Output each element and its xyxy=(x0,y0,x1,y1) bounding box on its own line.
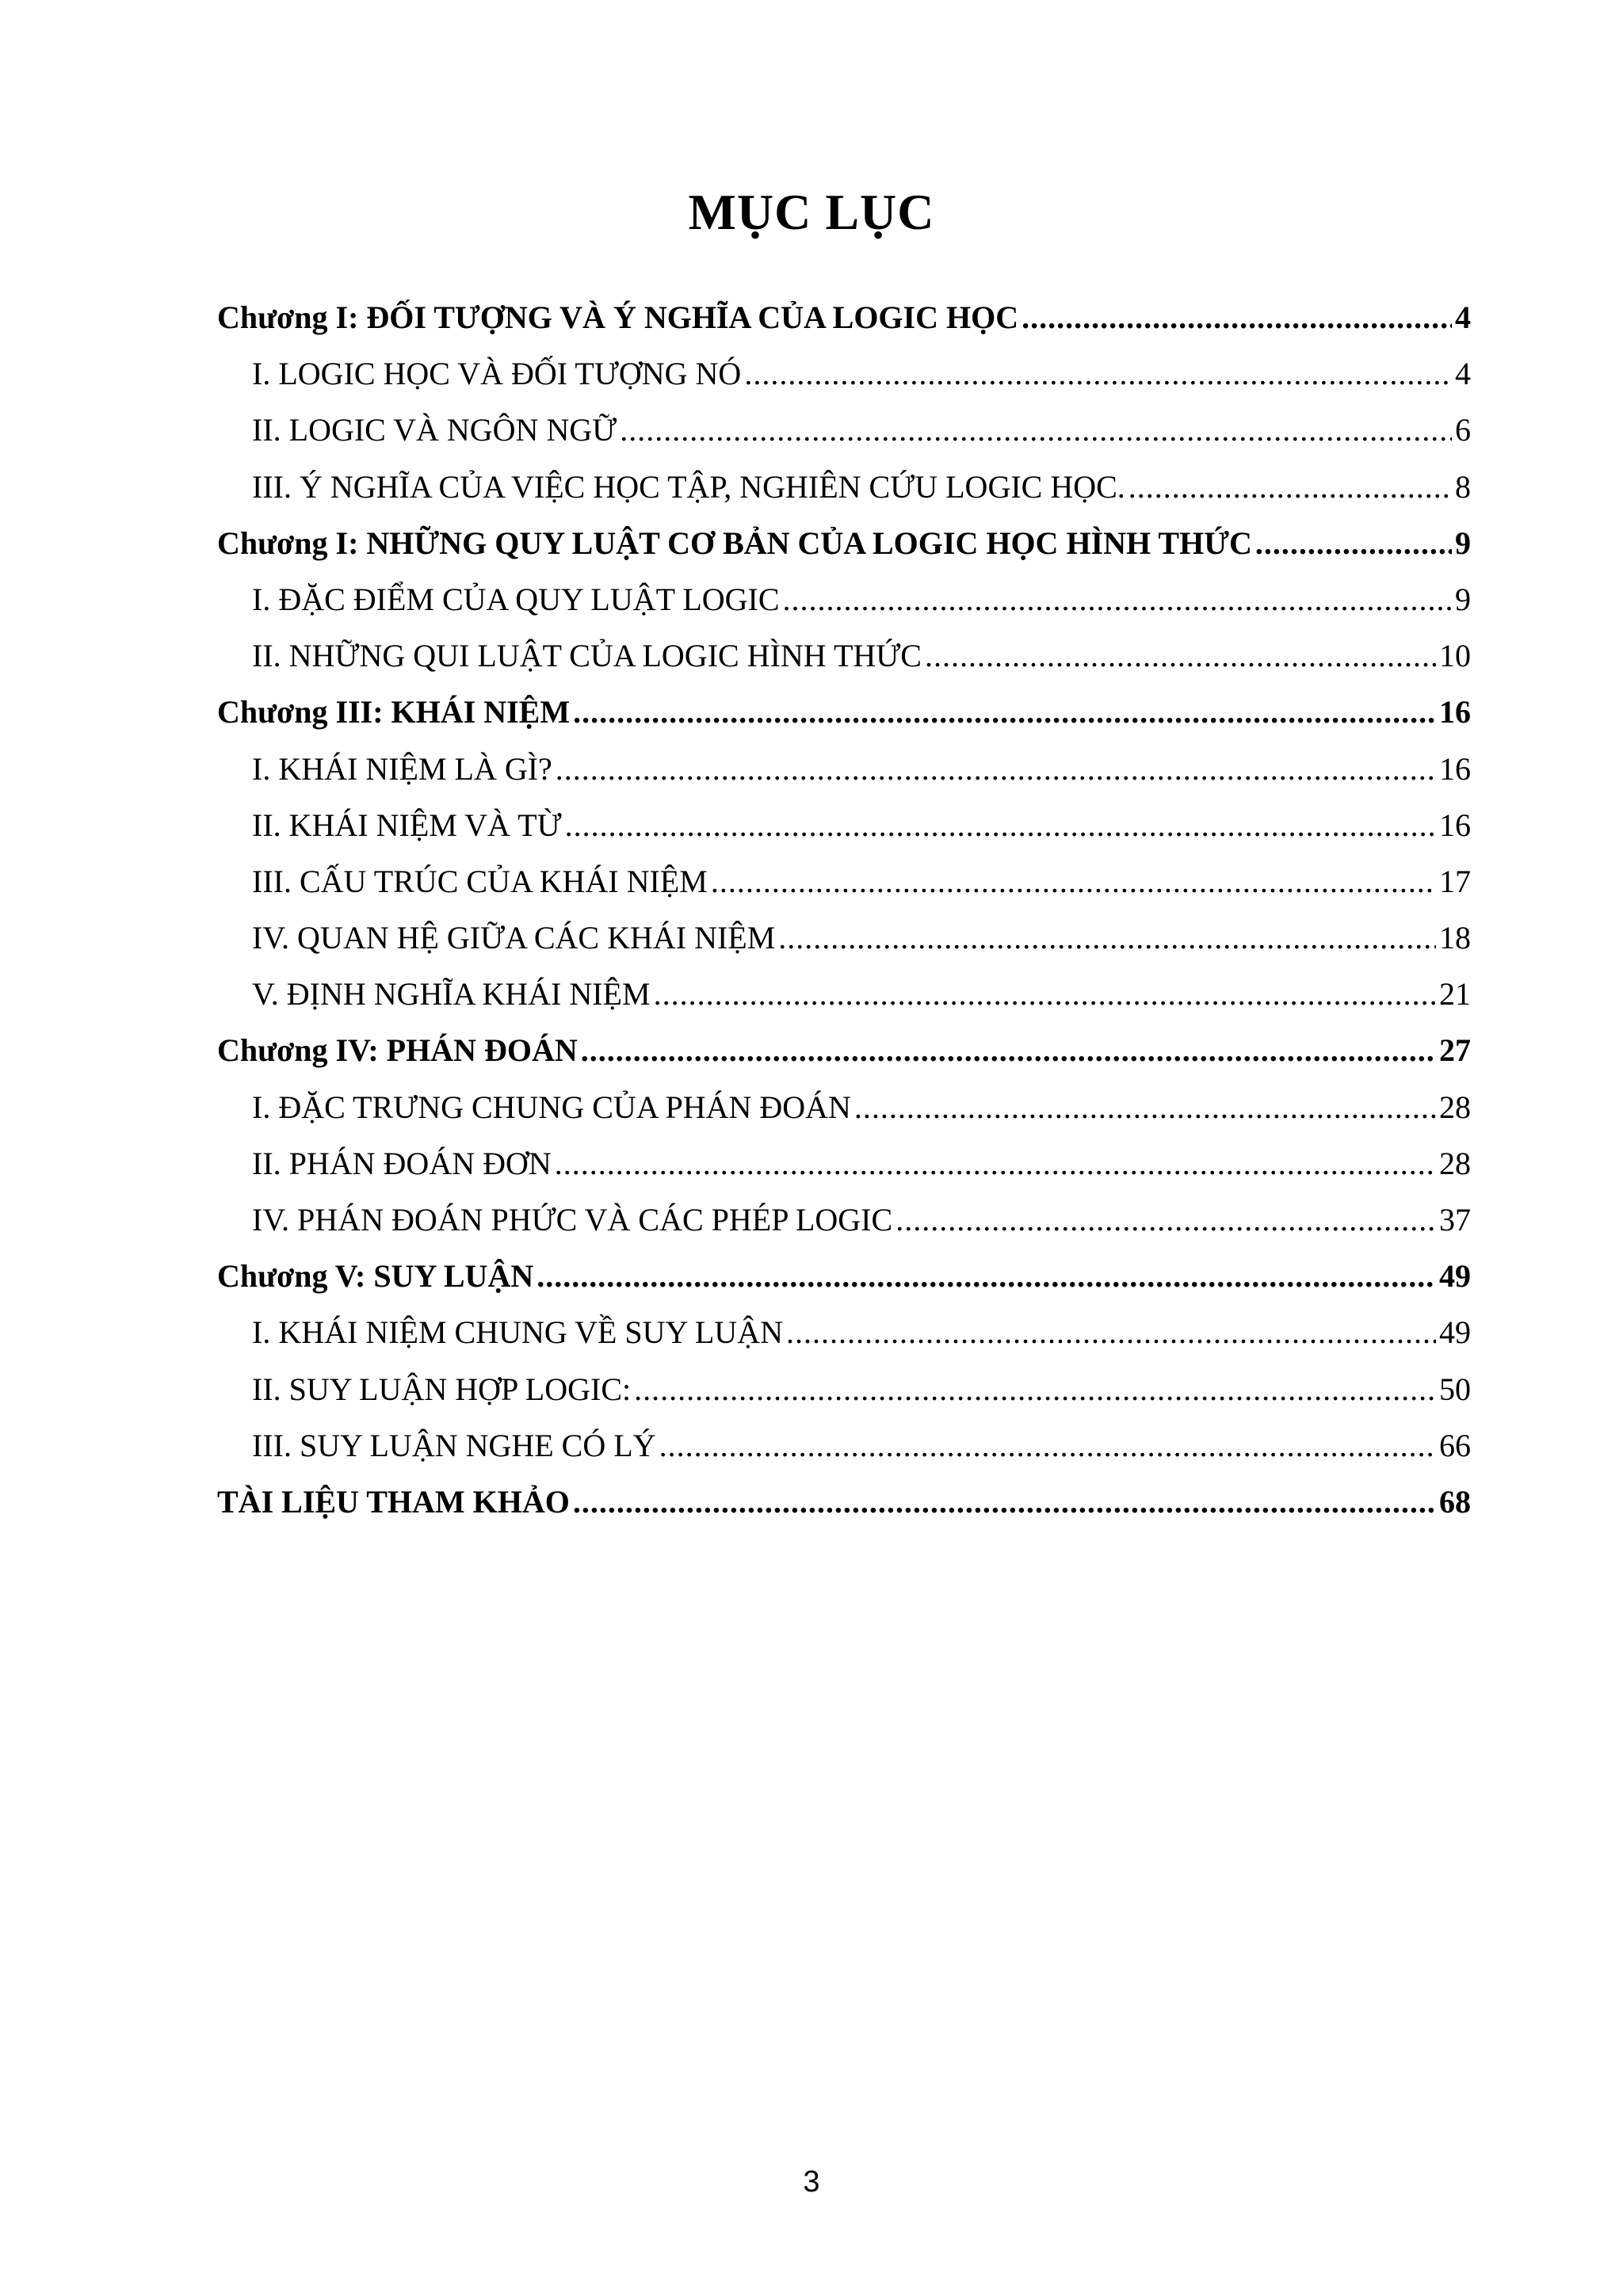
toc-entry-page: 27 xyxy=(1439,1032,1471,1069)
toc-entry-page: 4 xyxy=(1455,356,1471,392)
toc-section-entry[interactable] xyxy=(217,910,1471,966)
toc-entry-page: 10 xyxy=(1439,638,1471,674)
toc-dot-leader xyxy=(1255,515,1452,571)
toc-entry-title: Chương IV: PHÁN ĐOÁN xyxy=(217,1032,578,1069)
toc-entry-title: I. KHÁI NIỆM CHUNG VỀ SUY LUẬN xyxy=(252,1314,783,1351)
toc-section-entry[interactable] xyxy=(217,571,1471,627)
toc-dot-leader xyxy=(896,1192,1436,1248)
toc-dot-leader xyxy=(634,1361,1436,1417)
toc-entry-page: 66 xyxy=(1439,1427,1471,1463)
toc-dot-leader xyxy=(854,1079,1436,1135)
toc-entry-title: Chương V: SUY LUẬN xyxy=(217,1258,534,1295)
toc-entry-title: II. LOGIC VÀ NGÔN NGỮ xyxy=(252,412,617,448)
toc-entry-page: 50 xyxy=(1439,1371,1471,1407)
toc-dot-leader xyxy=(581,1022,1436,1078)
toc-dot-leader xyxy=(573,1474,1436,1530)
table-of-contents xyxy=(217,289,1471,1530)
toc-section-entry[interactable] xyxy=(217,1192,1471,1248)
toc-entry-title: TÀI LIỆU THAM KHẢO xyxy=(217,1483,570,1520)
toc-section-entry[interactable] xyxy=(217,853,1471,910)
toc-section-entry[interactable] xyxy=(217,1135,1471,1192)
toc-entry-title: I. LOGIC HỌC VÀ ĐỐI TƯỢNG NÓ xyxy=(252,356,742,392)
toc-entry-page: 28 xyxy=(1439,1145,1471,1181)
toc-entry-title: III. Ý NGHĨA CỦA VIỆC HỌC TẬP, NGHIÊN CỨU LOGIC HỌC. xyxy=(252,468,1125,505)
toc-entry-page: 18 xyxy=(1439,920,1471,956)
toc-section-entry[interactable] xyxy=(217,1361,1471,1417)
toc-dot-leader xyxy=(556,741,1436,797)
toc-dot-leader xyxy=(555,1135,1436,1192)
toc-entry-page: 9 xyxy=(1455,524,1471,561)
toc-entry-title: III. SUY LUẬN NGHE CÓ LÝ xyxy=(252,1427,656,1463)
toc-section-entry[interactable] xyxy=(217,1304,1471,1360)
toc-entry-title: IV. PHÁN ĐOÁN PHỨC VÀ CÁC PHÉP LOGIC xyxy=(252,1202,893,1238)
toc-entry-title: II. SUY LUẬN HỢP LOGIC: xyxy=(252,1371,632,1407)
toc-entry-title: I. ĐẶC TRƯNG CHUNG CỦA PHÁN ĐOÁN xyxy=(252,1089,851,1125)
toc-entry-title: II. NHỮNG QUI LUẬT CỦA LOGIC HÌNH THỨC xyxy=(252,638,922,674)
toc-section-entry[interactable] xyxy=(217,627,1471,684)
page-number: 3 xyxy=(803,2165,820,2199)
toc-dot-leader xyxy=(565,797,1436,853)
toc-entry-page: 28 xyxy=(1439,1089,1471,1125)
toc-chapter-entry[interactable] xyxy=(217,289,1471,345)
toc-section-entry[interactable] xyxy=(217,741,1471,797)
toc-entry-page: 6 xyxy=(1455,412,1471,448)
toc-entry-title: Chương III: KHÁI NIỆM xyxy=(217,694,571,730)
toc-dot-leader xyxy=(659,1417,1436,1474)
toc-section-entry[interactable] xyxy=(217,966,1471,1022)
toc-entry-page: 16 xyxy=(1439,694,1471,730)
toc-entry-page: 9 xyxy=(1455,581,1471,617)
toc-entry-title: IV. QUAN HỆ GIỮA CÁC KHÁI NIỆM xyxy=(252,920,776,956)
toc-entry-title: V. ĐỊNH NGHĨA KHÁI NIỆM xyxy=(252,976,651,1013)
toc-chapter-entry[interactable] xyxy=(217,684,1471,740)
toc-dot-leader xyxy=(778,910,1436,966)
toc-section-entry[interactable] xyxy=(217,797,1471,853)
toc-entry-page: 21 xyxy=(1439,976,1471,1013)
toc-entry-page: 49 xyxy=(1439,1258,1471,1295)
toc-entry-title: I. KHÁI NIỆM LÀ GÌ? xyxy=(252,750,552,787)
toc-entry-title: I. ĐẶC ĐIỂM CỦA QUY LUẬT LOGIC xyxy=(252,581,780,617)
toc-section-entry[interactable] xyxy=(217,402,1471,458)
toc-section-entry[interactable] xyxy=(217,459,1471,515)
toc-dot-leader xyxy=(1128,459,1452,515)
toc-entry-page: 68 xyxy=(1439,1483,1471,1520)
toc-section-entry[interactable] xyxy=(217,1417,1471,1474)
toc-dot-leader xyxy=(786,1304,1436,1360)
toc-entry-page: 16 xyxy=(1439,807,1471,843)
toc-dot-leader xyxy=(783,571,1452,627)
toc-dot-leader xyxy=(573,684,1436,740)
toc-entry-title: II. KHÁI NIỆM VÀ TỪ xyxy=(252,807,562,843)
page-title: MỤC LỤC xyxy=(688,184,935,240)
toc-entry-page: 17 xyxy=(1439,863,1471,899)
toc-dot-leader xyxy=(925,627,1436,684)
toc-dot-leader xyxy=(537,1248,1436,1304)
toc-dot-leader xyxy=(744,345,1452,402)
toc-chapter-entry[interactable] xyxy=(217,1474,1471,1530)
toc-section-entry[interactable] xyxy=(217,1079,1471,1135)
toc-entry-title: II. PHÁN ĐOÁN ĐƠN xyxy=(252,1145,552,1181)
toc-chapter-entry[interactable] xyxy=(217,1022,1471,1078)
toc-entry-page: 16 xyxy=(1439,750,1471,787)
toc-entry-title: III. CẤU TRÚC CỦA KHÁI NIỆM xyxy=(252,863,708,899)
toc-dot-leader xyxy=(711,853,1436,910)
toc-entry-page: 37 xyxy=(1439,1202,1471,1238)
toc-dot-leader xyxy=(1022,289,1452,345)
toc-entry-page: 49 xyxy=(1439,1314,1471,1351)
toc-section-entry[interactable] xyxy=(217,345,1471,402)
toc-chapter-entry[interactable] xyxy=(217,515,1471,571)
toc-entry-title: Chương I: NHỮNG QUY LUẬT CƠ BẢN CỦA LOGIC HỌC HÌNH THỨC xyxy=(217,524,1252,561)
toc-chapter-entry[interactable] xyxy=(217,1248,1471,1304)
toc-entry-page: 4 xyxy=(1455,299,1471,335)
toc-entry-title: Chương I: ĐỐI TƯỢNG VÀ Ý NGHĨA CỦA LOGIC HỌC xyxy=(217,299,1019,335)
toc-dot-leader xyxy=(654,966,1436,1022)
toc-entry-page: 8 xyxy=(1455,468,1471,505)
toc-dot-leader xyxy=(620,402,1452,458)
